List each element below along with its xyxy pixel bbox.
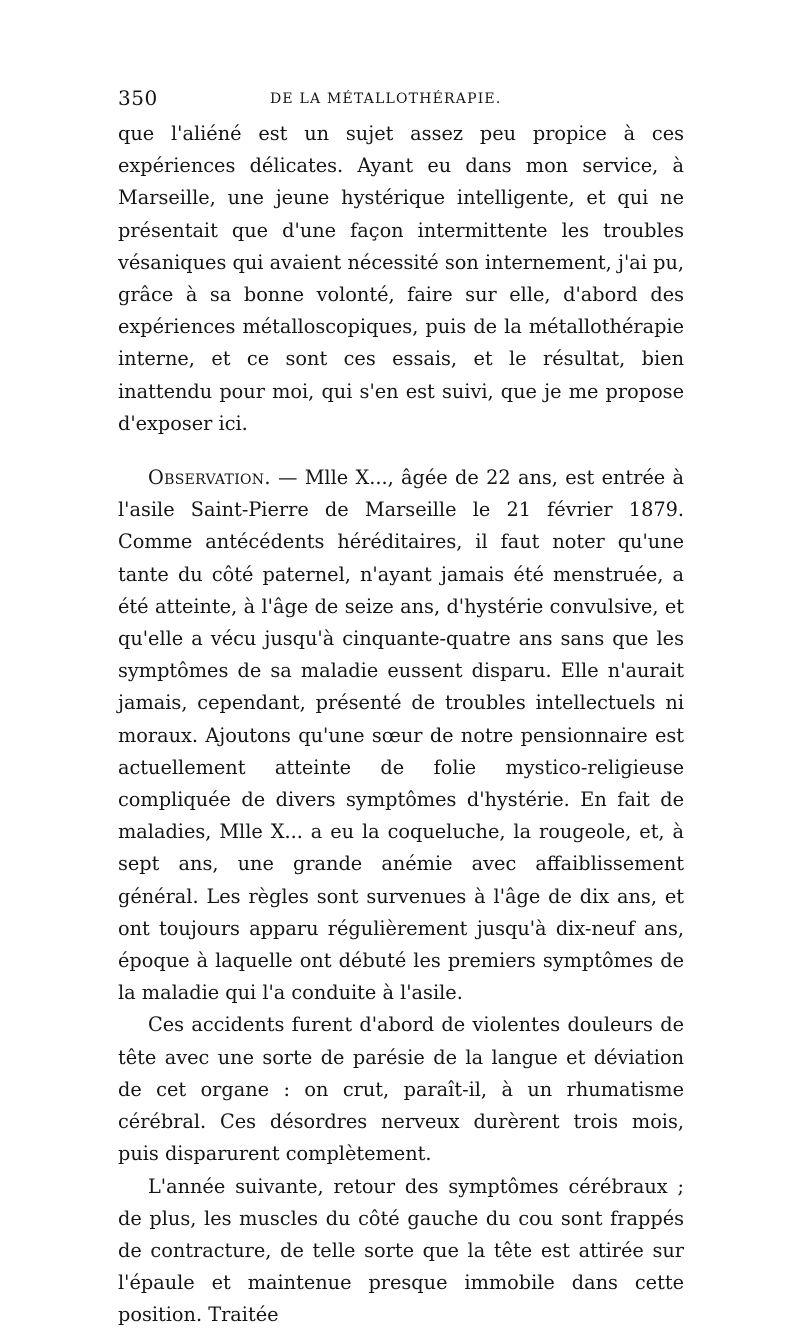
observation-label: Observation. [148,466,271,490]
paragraph-following-year: L'année suivante, retour des symptômes cérébraux ; de plus, les muscles du côté gauche du cou sont frappés de contracture, de telle sorte que la tête est attirée sur l'épaule et maintenue presque immobile dans cette position. Traitée [118,1174,684,1327]
body-text [118,118,684,1332]
page-number: 350 [118,86,158,110]
paragraph-accidents: Ces accidents furent d'abord de violentes douleurs de tête avec une sorte de parésie de la langue et déviation de cet organe : on crut, paraît-il, à un rhumatisme cérébral. Ces désordres nerveux durèrent trois mois, puis disparurent complètement. [118,1013,684,1166]
paragraph-observation [118,462,684,1009]
observation-text: — Mlle X..., âgée de 22 ans, est entrée à l'asile Saint-Pierre de Marseille le 21 février 1879. Comme antécédents héréditaires, il faut noter qu'une tante du côté paternel, n'ayant jamais été menstruée, a été atteinte, à l'âge de seize ans, d'hystérie convulsive, et qu'elle a vécu jusqu'à cinquante-quatre ans sans que les symptômes de sa maladie eussent disparu. Elle n'aurait jamais, cependant, présenté de troubles intellectuels ni moraux. Ajoutons qu'une sœur de notre pensionnaire est actuellement atteinte de folie mystico-religieuse compliquée de divers symptômes d'hystérie. En fait de maladies, Mlle X... a eu la coqueluche, la rougeole, et, à sept ans, une grande anémie avec affaiblissement général. Les règles sont survenues à l'âge de dix ans, et ont toujours apparu régulièrement jusqu'à dix-neuf ans, époque à laquelle ont débuté les premiers symptômes de la maladie qui l'a conduite à l'asile. [118,466,684,1005]
paragraph-intro: que l'aliéné est un sujet assez peu propice à ces expériences délicates. Ayant eu dans mon service, à Marseille, une jeune hystérique intelligente, et qui ne présentait que d'une façon intermittente les troubles vésaniques qui avaient nécessité son internement, j'ai pu, grâce à sa bonne volonté, faire sur elle, d'abord des expériences métalloscopiques, puis de la métallothérapie interne, et ce sont ces essais, et le résultat, bien inattendu pour moi, qui s'en est suivi, que je me propose d'exposer ici. [118,122,684,435]
running-head: DE LA MÉTALLOTHÉRAPIE. [270,91,502,107]
page-header [118,86,684,114]
book-page [118,86,684,1332]
